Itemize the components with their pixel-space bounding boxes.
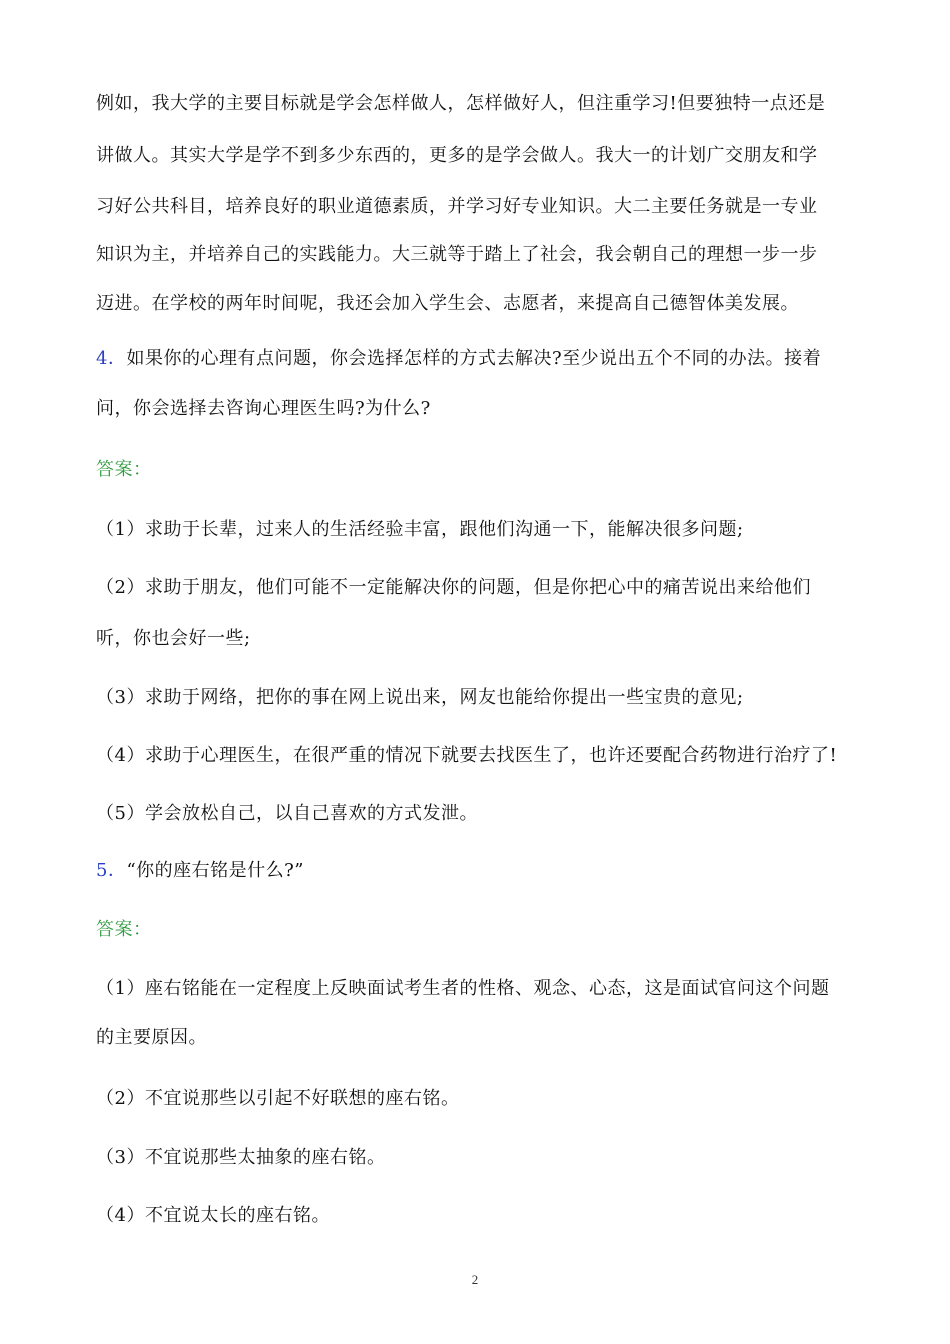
answer-item: （2）求助于朋友，他们可能不一定能解决你的问题，但是你把心中的痛苦说出来给他们	[96, 577, 811, 598]
answer-label: 答案：	[96, 919, 152, 940]
paragraph-line: 例如，我大学的主要目标就是学会怎样做人，怎样做好人，但注重学习!但要独特一点还是	[96, 93, 826, 114]
answer-item: 听，你也会好一些;	[96, 628, 251, 649]
question-5	[96, 858, 866, 884]
paragraph-line: 习好公共科目，培养良好的职业道德素质，并学习好专业知识。大二主要任务就是一专业	[96, 196, 818, 217]
answer-item: （4）不宜说太长的座右铭。	[96, 1205, 330, 1226]
question-number: 5．	[96, 860, 127, 881]
answer-item: （5）学会放松自己，以自己喜欢的方式发泄。	[96, 803, 478, 824]
answer-item: （2）不宜说那些以引起不好联想的座右铭。	[96, 1088, 460, 1109]
question-text: “你的座右铭是什么?”	[126, 860, 305, 881]
page-number: 2	[471, 1272, 479, 1287]
answer-item: （4）求助于心理医生，在很严重的情况下就要去找医生了，也许还要配合药物进行治疗了!	[96, 745, 838, 766]
answer-item: （1）座右铭能在一定程度上反映面试考生者的性格、观念、心态，这是面试官问这个问题	[96, 978, 830, 999]
answer-item: 的主要原因。	[96, 1027, 207, 1048]
paragraph-line: 迈进。在学校的两年时间呢，我还会加入学生会、志愿者，来提高自己德智体美发展。	[96, 293, 799, 314]
paragraph-line: 知识为主，并培养自己的实践能力。大三就等于踏上了社会，我会朝自己的理想一步一步	[96, 244, 818, 265]
question-text-line: 问，你会选择去咨询心理医生吗?为什么?	[96, 398, 431, 419]
paragraph-line: 讲做人。其实大学是学不到多少东西的，更多的是学会做人。我大一的计划广交朋友和学	[96, 145, 818, 166]
question-4	[96, 346, 866, 372]
answer-item: （3）求助于网络，把你的事在网上说出来，网友也能给你提出一些宝贵的意见;	[96, 687, 744, 708]
answer-label: 答案：	[96, 459, 152, 480]
question-number: 4．	[96, 348, 127, 369]
question-text: 如果你的心理有点问题，你会选择怎样的方式去解决?至少说出五个不同的办法。接着	[126, 348, 822, 369]
answer-item: （3）不宜说那些太抽象的座右铭。	[96, 1147, 386, 1168]
answer-item: （1）求助于长辈，过来人的生活经验丰富，跟他们沟通一下，能解决很多问题;	[96, 519, 744, 540]
